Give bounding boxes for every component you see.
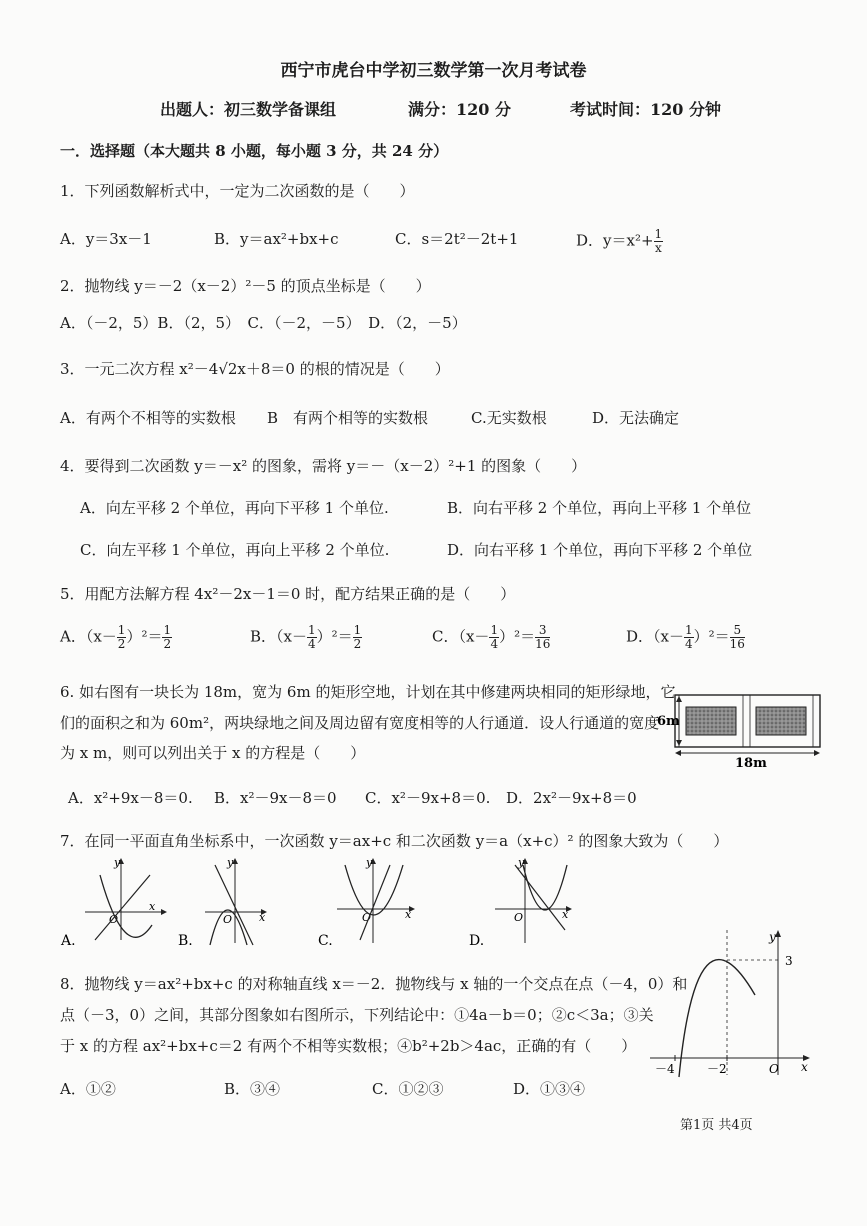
q3-option-a: A．有两个不相等的实数根 (60, 409, 236, 427)
q5a-frac2 (162, 624, 172, 651)
q8-y-label: y (769, 930, 776, 944)
q8-option-d: D．①③④ (513, 1080, 586, 1098)
q7d-origin: O (514, 911, 524, 924)
q6-option-c: C．x²－9x+8＝0. (365, 789, 491, 807)
q7c-line (360, 865, 390, 940)
q5a-frac1 (117, 624, 127, 651)
q8-stem-line2: 点（－3，0）之间，其部分图象如右图所示，下列结论中：①4a－b＝0；②c＜3a；③关 (60, 1006, 654, 1024)
q5c-n2: 3 (535, 624, 550, 638)
q5d-mid: ）²＝ (693, 627, 730, 646)
q1-option-b: B．y＝ax²+bx+c (214, 230, 339, 248)
q5-stem: 5．用配方法解方程 4x²－2x－1＝0 时，配方结果正确的是（ ） (60, 585, 516, 603)
q5d-pre: D．（x－ (626, 627, 684, 646)
q5a-d2: 2 (163, 637, 172, 651)
q4-option-b: B．向右平移 2 个单位，再向上平移 1 个单位 (447, 499, 752, 517)
q1-frac-den: x (654, 241, 662, 255)
q7-graph-d (469, 856, 572, 949)
q1-option-a: A．y＝3x－1 (60, 230, 152, 248)
q5a-d1: 2 (117, 637, 126, 651)
q5a-mid: ）²＝ (126, 627, 163, 646)
q1-stem: 1．下列函数解析式中，一定为二次函数的是（ ） (60, 182, 415, 200)
q6-arrowhead (675, 750, 681, 756)
q6-green-plot-right (756, 707, 806, 735)
q4-stem: 4．要得到二次函数 y＝－x² 的图象，需将 y＝－（x－2）²+1 的图象（ ） (60, 457, 587, 475)
q5c-frac1 (489, 624, 499, 651)
q8-origin: O (769, 1062, 779, 1076)
q5-option-d (626, 624, 745, 651)
q7a-parabola (100, 875, 152, 937)
q6-width-label: 6m (657, 714, 680, 729)
q6-arrowhead (676, 696, 682, 702)
exam-author: 出题人：初三数学备课组 (160, 100, 337, 119)
q7c-origin: O (362, 911, 372, 924)
q5c-d2: 16 (535, 637, 551, 651)
q7-label-c: C. (318, 933, 333, 949)
q8-label-minus4: －4 (655, 1062, 675, 1076)
q5a-n1: 1 (117, 623, 126, 637)
q5b-n2: 1 (353, 623, 362, 637)
q8-x-label: x (801, 1060, 808, 1074)
q7c-x-label: x (405, 908, 412, 921)
q5c-frac2 (535, 624, 550, 651)
q5d-n1: 1 (685, 623, 693, 637)
q7b-origin: O (223, 913, 233, 926)
q2-stem: 2．抛物线 y＝－2（x－2）²－5 的顶点坐标是（ ） (60, 277, 431, 295)
page-footer: 第1页 共4页 (680, 1118, 753, 1133)
q6-figure (655, 690, 835, 770)
q8-option-b: B．③④ (224, 1080, 281, 1098)
q7-label-a: A. (61, 933, 76, 949)
section-heading: 一．选择题（本大题共 8 小题，每小题 3 分，共 24 分） (60, 142, 449, 160)
q8-label-minus2: －2 (707, 1062, 727, 1076)
q8-parabola (679, 960, 755, 1077)
q5b-mid: ）²＝ (316, 627, 353, 646)
q7-stem: 7．在同一平面直角坐标系中，一次函数 y＝ax+c 和二次函数 y＝a（x+c）² 的图象大致为（ ） (60, 832, 729, 850)
q1-option-d-text: D．y＝x²+ (576, 231, 654, 250)
q5b-frac2 (353, 624, 363, 651)
q4-option-c: C．向左平移 1 个单位，再向上平移 2 个单位. (80, 541, 390, 559)
q6-option-a: A．x²+9x－8＝0. (68, 789, 193, 807)
q6-option-d: D．2x²－9x+8＝0 (506, 789, 637, 807)
q6-stem-line1: 6. 如右图有一块长为 18m，宽为 6m 的矩形空地，计划在其中修建两块相同的矩形绿地，它 (60, 683, 676, 701)
q5b-d2: 2 (353, 637, 362, 651)
q5c-mid: ）²＝ (499, 627, 536, 646)
q5b-pre: B．（x－ (250, 627, 307, 646)
q4-option-a: A．向左平移 2 个单位，再向下平移 1 个单位. (80, 499, 389, 517)
q5b-frac1 (307, 624, 317, 651)
q6-length-label: 18m (735, 756, 767, 770)
q8-stem-line3: 于 x 的方程 ax²+bx+c＝2 有两个不相等实数根；④b²+2b＞4ac，正确的有（ ） (60, 1037, 637, 1055)
q7a-x-label: x (149, 900, 156, 913)
q8-label-3: 3 (785, 954, 793, 968)
q7c-y-label: y (366, 856, 373, 869)
q5-option-a (60, 624, 172, 651)
q7b-line (215, 865, 253, 945)
q2-options: A．（－2，5）B．（2，5） C．（－2，－5） D．（2，－5） (60, 314, 467, 332)
q6-stem-line3: 为 x m，则可以列出关于 x 的方程是（ ） (60, 744, 366, 762)
q7d-x-label: x (562, 908, 569, 921)
q5b-d1: 4 (307, 637, 316, 651)
q6-arrowhead (676, 740, 682, 746)
q7a-y-label: y (114, 856, 121, 869)
q5-option-c (432, 624, 550, 651)
q5c-d1: 4 (490, 637, 499, 651)
q5d-frac2 (730, 624, 745, 651)
q7a-origin: O (109, 913, 119, 926)
q1-option-d (576, 228, 663, 255)
q7-graph-b (178, 856, 267, 949)
q6-green-plot-left (686, 707, 736, 735)
q7-label-b: B. (178, 933, 193, 949)
q5a-pre: A．（x－ (60, 627, 117, 646)
q8-option-c: C．①②③ (372, 1080, 444, 1098)
q1-fraction (654, 228, 664, 255)
q5c-pre: C．（x－ (432, 627, 490, 646)
q5a-n2: 1 (163, 623, 172, 637)
q8-stem-line1: 8．抛物线 y＝ax²+bx+c 的对称轴直线 x＝－2．抛物线与 x 轴的一个交点在点（－4，0）和 (60, 975, 688, 993)
q7b-y-label: y (227, 856, 234, 869)
q3-option-d: D．无法确定 (592, 409, 680, 427)
q5-option-b (250, 624, 362, 651)
q4-option-d: D．向右平移 1 个单位，再向下平移 2 个单位 (447, 541, 753, 559)
q7-graph-c (318, 856, 415, 949)
q6-option-b: B．x²－9x－8＝0 (214, 789, 337, 807)
q8-figure (645, 925, 815, 1080)
q3-option-b: B 有两个相等的实数根 (267, 409, 429, 427)
q3-stem: 3．一元二次方程 x²－4√2x＋8＝0 的根的情况是（ ） (60, 360, 450, 378)
q5d-d2: 16 (729, 637, 745, 651)
q7b-x-label: x (259, 911, 266, 924)
q8-option-a: A．①② (60, 1080, 116, 1098)
q7-graph-a (60, 856, 167, 949)
q7-graphs (55, 855, 595, 950)
exam-duration: 考试时间：120 分钟 (570, 100, 721, 119)
q1-frac-num: 1 (654, 227, 663, 241)
q1-option-c: C．s＝2t²－2t+1 (395, 230, 519, 248)
q6-stem-line2: 们的面积之和为 60m²，两块绿地之间及周边留有宽度相等的人行通道．设人行通道的宽度 (60, 714, 660, 732)
q3-option-c: C.无实数根 (471, 409, 547, 427)
q7d-y-label: y (518, 856, 525, 869)
q5d-d1: 4 (685, 637, 693, 651)
q5b-n1: 1 (307, 623, 316, 637)
q6-arrowhead (814, 750, 820, 756)
exam-full-score: 满分：120 分 (408, 100, 511, 119)
q5d-frac1 (684, 624, 694, 651)
q7-label-d: D. (469, 933, 485, 949)
q5d-n2: 5 (730, 624, 745, 638)
q7c-parabola (345, 865, 403, 915)
q5c-n1: 1 (490, 623, 499, 637)
page-title: 西宁市虎台中学初三数学第一次月考试卷 (280, 61, 587, 81)
